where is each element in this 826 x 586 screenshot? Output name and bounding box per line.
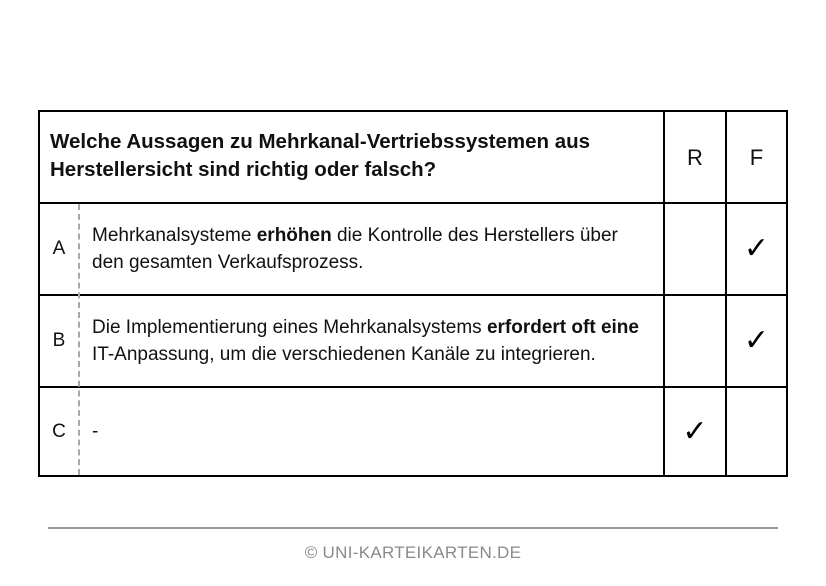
statement-segment: Die Implementierung eines Mehrkanalsystems <box>92 317 487 338</box>
statement-segment: Mehrkanalsysteme <box>92 225 257 246</box>
statement-segment: IT-Anpassung, um die verschiedenen Kanäle zu integrieren. <box>92 344 596 365</box>
footer-copyright: © UNI-KARTEIKARTEN.DE <box>304 543 522 562</box>
statement-emphasis: erfordert oft eine <box>486 317 639 338</box>
answer-cell-r <box>665 388 725 475</box>
statement-text-content <box>92 222 652 276</box>
statement-text <box>92 296 652 386</box>
check-icon: ✓ <box>743 231 770 266</box>
answer-cell-r <box>665 204 725 294</box>
statement-text <box>92 388 652 475</box>
column-header-richtig: R <box>687 145 703 170</box>
statement-emphasis: erhöhen <box>256 225 332 246</box>
answer-cell-f <box>727 204 786 294</box>
column-header-falsch: F <box>749 145 764 170</box>
row-letter: B <box>52 330 66 351</box>
check-icon: ✓ <box>682 413 708 449</box>
statement-row-c <box>40 388 786 475</box>
statement-segment: - <box>92 421 99 442</box>
statement-text-content <box>92 418 98 445</box>
divider-f <box>725 112 727 475</box>
footer-divider <box>48 527 778 529</box>
answer-cell-f <box>727 388 786 475</box>
quiz-table <box>38 110 788 477</box>
question-row <box>40 112 786 204</box>
statement-text-content <box>92 314 652 368</box>
statement-row-a <box>40 204 786 296</box>
row-letter: A <box>52 238 66 259</box>
divider-r <box>663 112 665 475</box>
statement-segment: die Kontrolle des Herstellers über den gesamten Verkaufsprozess. <box>92 225 618 273</box>
question-text: Welche Aussagen zu Mehrkanal-Vertriebssystemen aus Herstellersicht sind richtig oder falsch? <box>50 130 591 181</box>
letter-divider <box>78 204 80 475</box>
answer-cell-f <box>727 296 786 386</box>
statement-row-b <box>40 296 786 388</box>
statement-text <box>92 204 652 294</box>
answer-cell-r <box>665 296 725 386</box>
row-letter: C <box>52 420 66 442</box>
check-icon: ✓ <box>743 323 770 358</box>
